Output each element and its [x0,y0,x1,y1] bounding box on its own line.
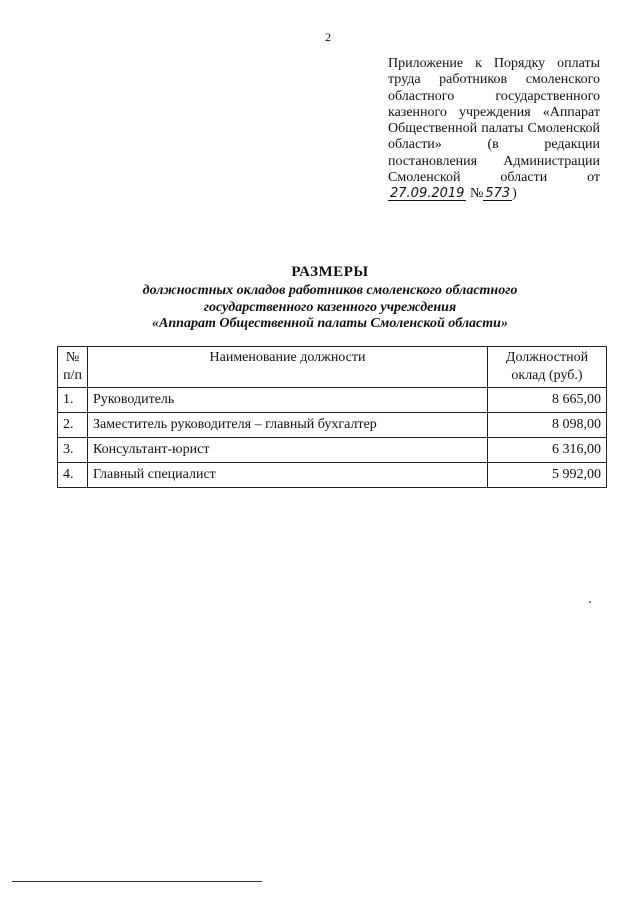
header-num: № п/п [58,347,88,388]
row-num: 2. [58,413,88,438]
header-salary: Должностной оклад (руб.) [488,347,607,388]
table-row [58,463,607,488]
table-header-row [58,347,607,388]
heading-line-1: должностных окладов работников смоленского областного [142,283,518,298]
table-row [58,413,607,438]
handwritten-date: 27.09.2019 [390,186,465,202]
table-row [58,438,607,463]
heading-title: РАЗМЕРЫ [291,264,369,280]
header-position-name: Наименование должности [88,347,488,388]
heading-line-3: «Аппарат Общественной палаты Смоленской области» [152,316,508,331]
row-salary: 8 098,00 [488,413,607,438]
scan-speck [589,601,591,603]
row-num: 1. [58,388,88,413]
row-position-name: Заместитель руководителя – главный бухгалтер [88,413,488,438]
row-position-name: Консультант-юрист [88,438,488,463]
appendix-note [388,56,600,203]
handwritten-number: 573 [485,186,511,202]
row-position-name: Руководитель [88,388,488,413]
footnote-separator [12,881,262,882]
salary-table [57,346,607,488]
page-number: 2 [325,30,331,44]
row-salary: 5 992,00 [488,463,607,488]
row-salary: 6 316,00 [488,438,607,463]
table-row [58,388,607,413]
document-heading [40,264,620,333]
row-num: 4. [58,463,88,488]
closing-paren: ) [512,186,517,202]
number-sign: № [469,186,484,202]
row-salary: 8 665,00 [488,388,607,413]
appendix-text: Приложение к Порядку оплаты труда работников смоленского областного государственного казенного учреждения «Аппарат Общественной палаты Смоленской области» (в редакции постановления Администрации Смоленской области от [388,56,600,186]
row-num: 3. [58,438,88,463]
heading-line-2: государственного казенного учреждения [203,299,457,315]
row-position-name: Главный специалист [88,463,488,488]
